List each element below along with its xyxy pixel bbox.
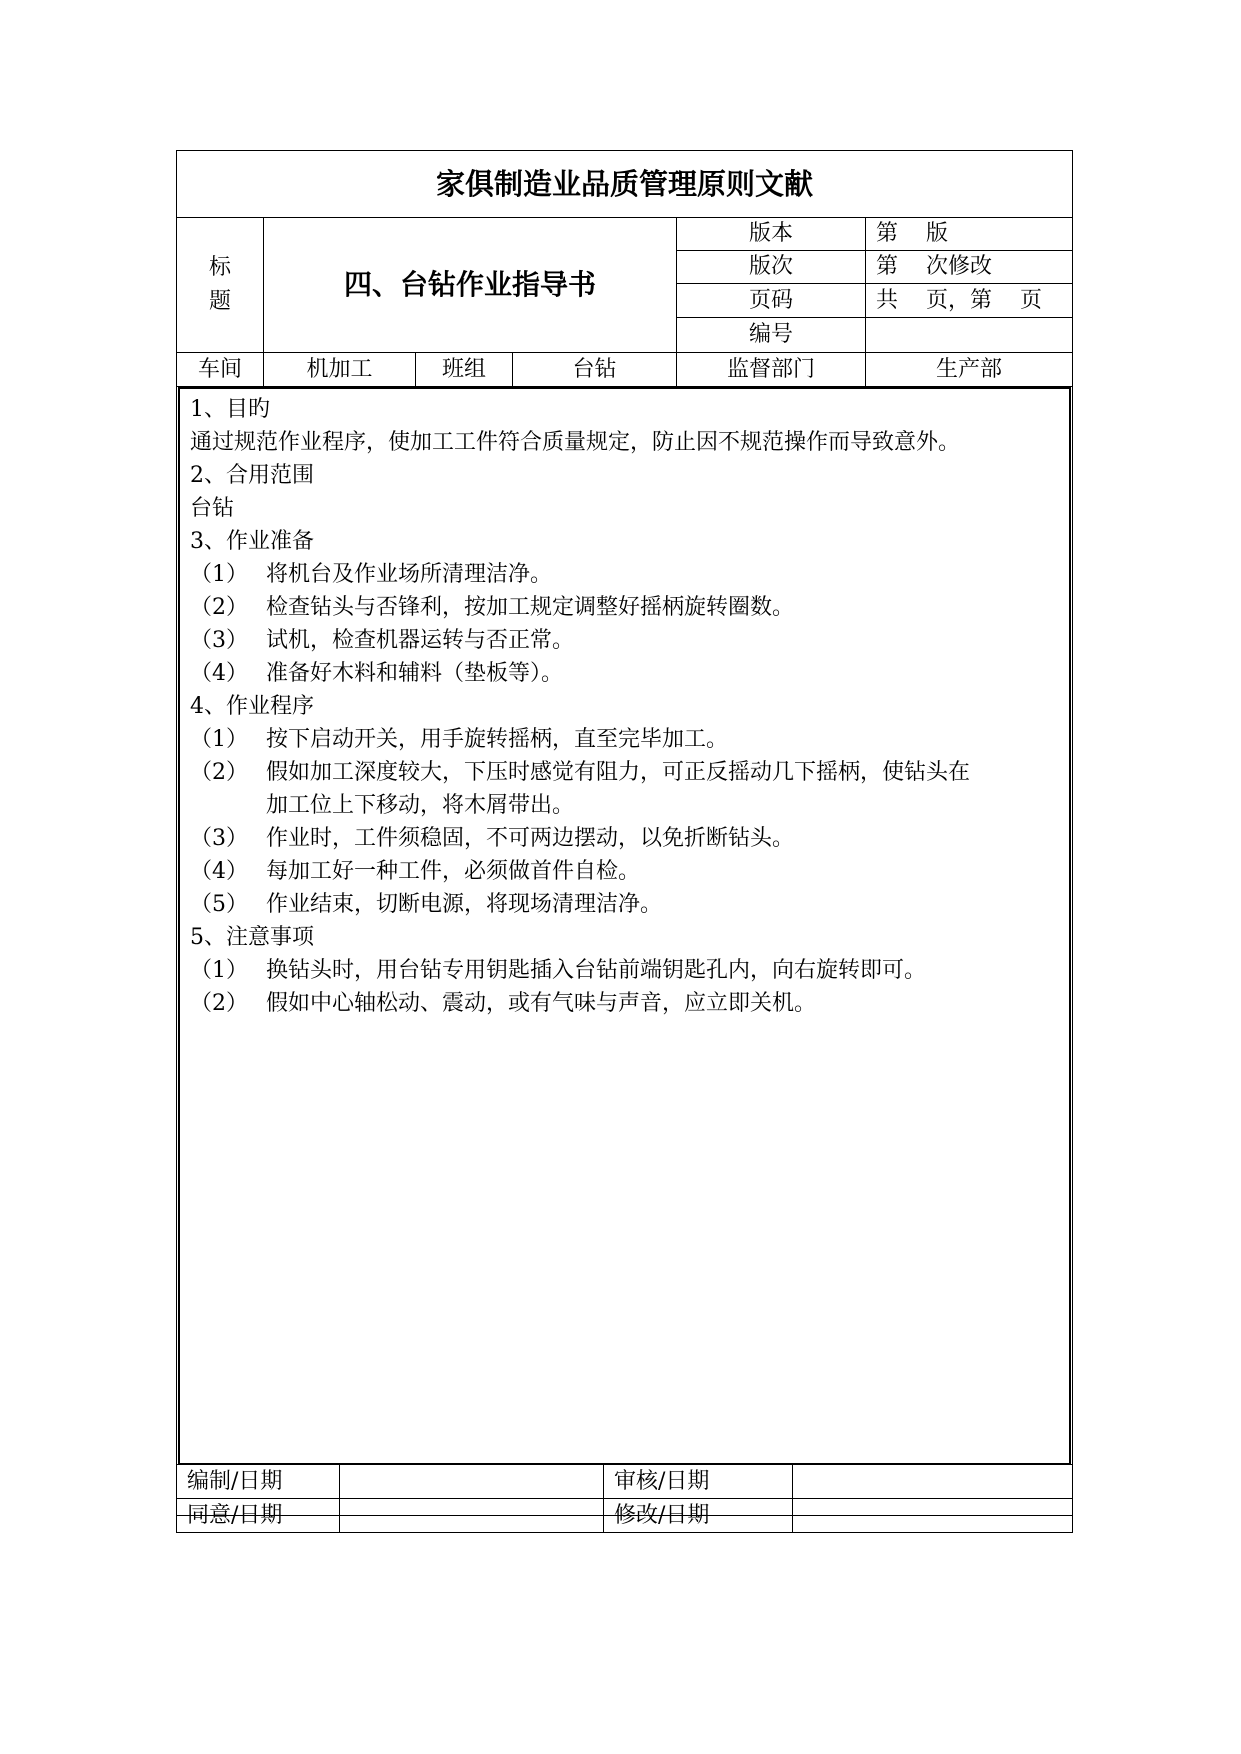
list-item bbox=[190, 822, 1061, 855]
meta-label-revision: 版次 bbox=[676, 250, 866, 284]
list-item bbox=[190, 855, 1061, 888]
approved-by-field bbox=[339, 1498, 604, 1533]
prepared-by-label: 编制/日期 bbox=[176, 1464, 340, 1499]
supervising-dept-value: 生产部 bbox=[865, 352, 1073, 387]
instruction-title: 四、台钻作业指导书 bbox=[263, 217, 677, 353]
reviewed-by-field bbox=[792, 1464, 1073, 1499]
item-number: （3） bbox=[190, 826, 248, 851]
workshop-label: 车间 bbox=[176, 352, 264, 387]
list-item bbox=[190, 888, 1061, 921]
item-text: 试机，检查机器运转与否正常。 bbox=[266, 628, 575, 653]
item-text: 换钻头时，用台钻专用钥匙插入台钻前端钥匙孔内，向右旋转即可。 bbox=[266, 958, 927, 983]
prepared-by-field bbox=[339, 1464, 604, 1499]
item-number: （1） bbox=[190, 958, 248, 983]
instruction-body bbox=[178, 387, 1071, 1465]
meta-value-number bbox=[865, 317, 1073, 353]
list-item bbox=[190, 756, 1061, 789]
title-label-char-2: 题 bbox=[208, 289, 231, 314]
document-title: 家俱制造业品质管理原则文献 bbox=[176, 150, 1073, 218]
meta-value-version: 第 版 bbox=[865, 217, 1073, 251]
list-item bbox=[190, 591, 1061, 624]
team-label: 班组 bbox=[415, 352, 513, 387]
section-heading-preparation: 3、作业准备 bbox=[190, 529, 314, 554]
meta-label-number: 编号 bbox=[676, 317, 866, 353]
section-heading-scope: 2、合用范围 bbox=[190, 463, 314, 488]
item-number: （4） bbox=[190, 661, 248, 686]
item-text: 作业结束，切断电源，将现场清理洁净。 bbox=[266, 892, 663, 917]
item-text: 检查钻头与否锋利，按加工规定调整好摇柄旋转圈数。 bbox=[266, 595, 795, 620]
item-text: 作业时，工件须稳固，不可两边摆动，以免折断钻头。 bbox=[266, 826, 795, 851]
team-value: 台钻 bbox=[512, 352, 677, 387]
list-item bbox=[190, 558, 1061, 591]
list-item bbox=[190, 723, 1061, 756]
item-text: 假如中心轴松动、震动，或有气味与声音，应立即关机。 bbox=[266, 991, 817, 1016]
title-label-cell bbox=[176, 217, 264, 353]
item-number: （2） bbox=[190, 991, 248, 1016]
meta-label-page: 页码 bbox=[676, 283, 866, 318]
list-item bbox=[190, 624, 1061, 657]
section-text-scope: 台钻 bbox=[190, 496, 235, 521]
meta-value-revision: 第 次修改 bbox=[865, 250, 1073, 284]
title-label-char-1: 标 bbox=[208, 255, 231, 280]
revised-by-label: 修改/日期 bbox=[603, 1498, 793, 1533]
list-item bbox=[190, 954, 1061, 987]
item-number: （2） bbox=[190, 760, 248, 785]
workshop-value: 机加工 bbox=[263, 352, 416, 387]
section-heading-procedure: 4、作业程序 bbox=[190, 694, 314, 719]
supervising-dept-label: 监督部门 bbox=[676, 352, 866, 387]
approved-by-label: 同意/日期 bbox=[176, 1498, 340, 1533]
item-number: （3） bbox=[190, 628, 248, 653]
item-text: 每加工好一种工件，必须做首件自检。 bbox=[266, 859, 641, 884]
item-text: 将机台及作业场所清理洁净。 bbox=[266, 562, 553, 587]
section-text-purpose: 通过规范作业程序，使加工工件符合质量规定，防止因不规范操作而导致意外。 bbox=[190, 430, 961, 455]
item-text: 准备好木料和辅料（垫板等）。 bbox=[266, 661, 564, 686]
list-item bbox=[190, 657, 1061, 690]
section-heading-notes: 5、注意事项 bbox=[190, 925, 314, 950]
item-text: 假如加工深度较大，下压时感觉有阻力，可正反摇动几下摇柄，使钻头在 bbox=[266, 760, 971, 785]
item-text: 按下启动开关，用手旋转摇柄，直至完毕加工。 bbox=[266, 727, 729, 752]
item-number: （1） bbox=[190, 562, 248, 587]
reviewed-by-label: 审核/日期 bbox=[603, 1464, 793, 1499]
meta-value-page: 共 页，第 页 bbox=[865, 283, 1073, 318]
list-item bbox=[190, 987, 1061, 1020]
item-number: （2） bbox=[190, 595, 248, 620]
item-number: （4） bbox=[190, 859, 248, 884]
revised-by-field bbox=[792, 1498, 1073, 1533]
item-number: （1） bbox=[190, 727, 248, 752]
item-text-continuation: 加工位上下移动，将木屑带出。 bbox=[266, 793, 575, 818]
meta-label-version: 版本 bbox=[676, 217, 866, 251]
section-heading-purpose: 1、目旳 bbox=[190, 397, 270, 422]
item-number: （5） bbox=[190, 892, 248, 917]
